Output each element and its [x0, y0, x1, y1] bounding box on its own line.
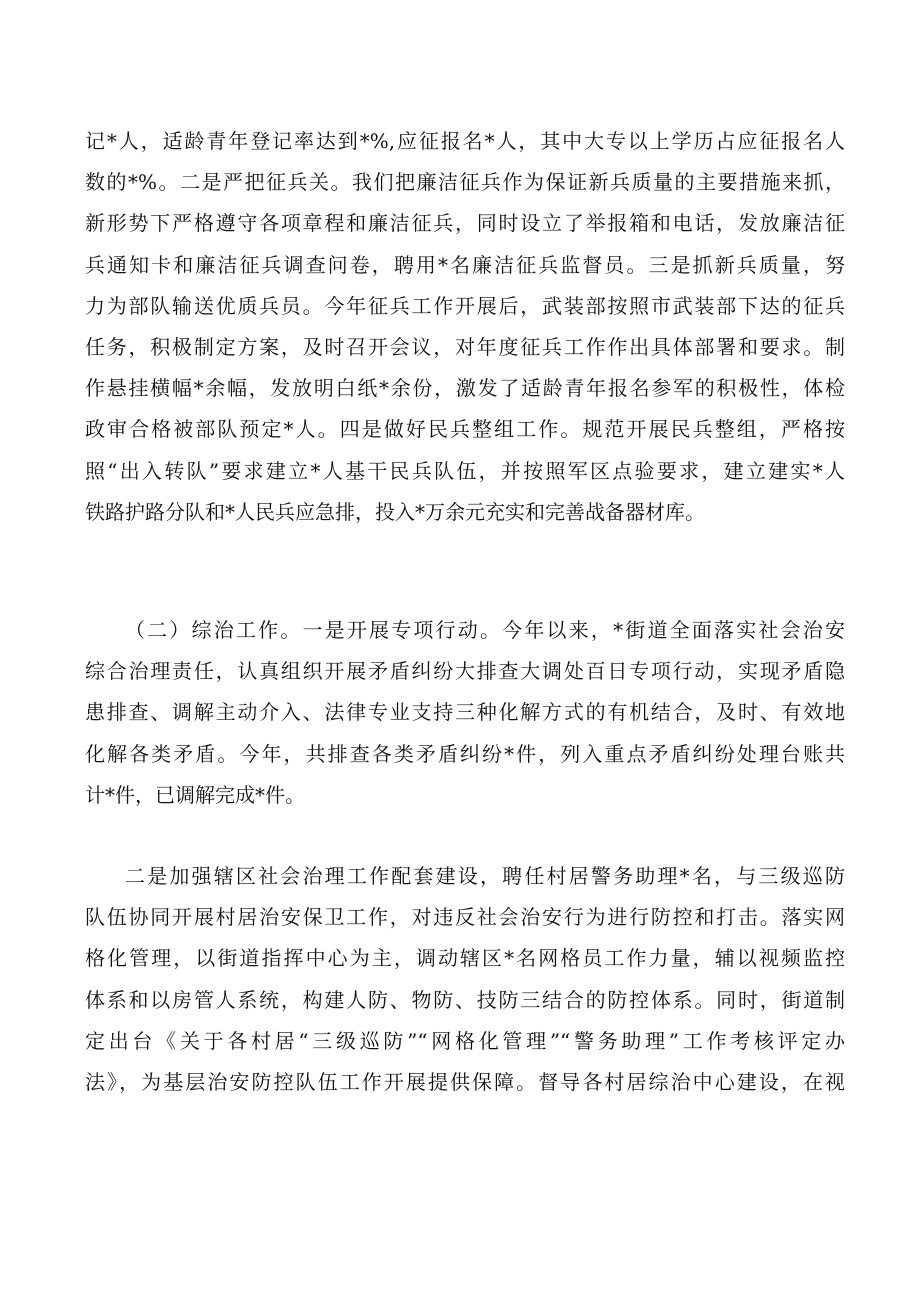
text-line: 计*件，已调解完成*件。 — [85, 782, 305, 807]
text-line: 铁路护路分队和*人民兵应急排，投入*万余元充实和完善战备器材库。 — [85, 499, 705, 524]
text-line-indented: 二是加强辖区社会治理工作配套建设，聘任村居警务助理*名，与三级巡防 — [125, 864, 845, 888]
text-line: 数的*%。二是严把征兵关。我们把廉洁征兵作为保证新兵质量的主要措施来抓， — [85, 170, 845, 195]
paragraph-social-governance — [85, 856, 845, 1103]
text-line: 格化管理，以街道指挥中心为主，调动辖区*名网格员工作力量，辅以视频监控 — [85, 946, 845, 971]
text-line: 照“出入转队”要求建立*人基干民兵队伍，并按照军区点验要求，建立建实*人 — [85, 458, 845, 483]
text-line: 兵通知卡和廉洁征兵调查问卷，聘用*名廉洁征兵监督员。三是抓新兵质量，努 — [85, 252, 845, 277]
text-line: 定出台《关于各村居“三级巡防”“网格化管理”“警务助理”工作考核评定办 — [85, 1028, 845, 1053]
text-line: 新形势下严格遵守各项章程和廉洁征兵，同时设立了举报箱和电话，发放廉洁征 — [85, 211, 845, 236]
text-line: 患排查、调解主动介入、法律专业支持三种化解方式的有机结合，及时、有效地 — [85, 700, 845, 725]
text-line: 综合治理责任，认真组织开展矛盾纠纷大排查大调处百日专项行动，实现矛盾隐 — [85, 659, 845, 684]
text-line: 任务，积极制定方案，及时召开会议，对年度征兵工作作出具体部署和要求。制 — [85, 334, 845, 359]
text-line: 政审合格被部队预定*人。四是做好民兵整组工作。规范开展民兵整组，严格按 — [85, 417, 845, 442]
text-line: 体系和以房管人系统，构建人防、物防、技防三结合的防控体系。同时，街道制 — [85, 987, 845, 1012]
text-line: 法》，为基层治安防控队伍工作开展提供保障。督导各村居综治中心建设，在视 — [85, 1069, 845, 1094]
text-line: 作悬挂横幅*余幅，发放明白纸*余份，激发了适龄青年报名参军的积极性，体检 — [85, 376, 845, 401]
text-line: 队伍协同开展村居治安保卫工作，对违反社会治安行为进行防控和打击。落实网 — [85, 905, 845, 930]
paragraph-comprehensive-governance — [85, 610, 845, 816]
text-line-indented: （二）综治工作。一是开展专项行动。今年以来，*街道全面落实社会治安 — [125, 618, 845, 642]
text-line: 化解各类矛盾。今年，共排查各类矛盾纠纷*件，列入重点矛盾纠纷处理台账共 — [85, 741, 845, 766]
text-line: 力为部队输送优质兵员。今年征兵工作开展后，武装部按照市武装部下达的征兵 — [85, 293, 845, 318]
paragraph-conscription — [85, 121, 845, 533]
text-line: 记*人，适龄青年登记率达到*%,应征报名*人，其中大专以上学历占应征报名人 — [85, 129, 845, 153]
